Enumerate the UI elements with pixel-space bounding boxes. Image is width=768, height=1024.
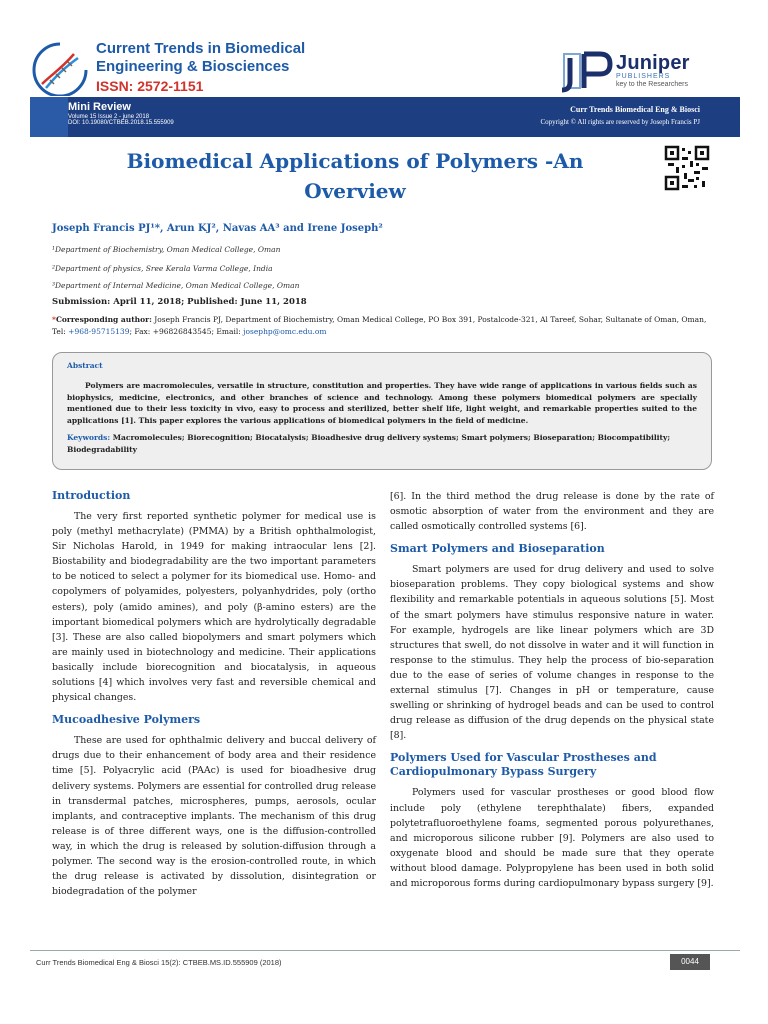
mucoadhesive-text: These are used for ophthalmic delivery and buccal delivery of drugs due to their enhancement of body area and their residence time [5]. Polyacrylic acid (PAAc) is used for bioadhesive drug delivery systems. Polymers are essential for controlled drug release in transdermal patches, microspheres, pumps, aerosols, ocular implants, and contraceptive implants. The mechanism of this drug release is of three different ways, one is the diffusion-controlled way, in which the drug is released by solution-diffusion through a polymer. The second way is the erosion-controlled route, in which the drug release is activated by dissolution, disintegration or biodegradation of the polymer	[52, 735, 376, 898]
journal-issn: ISSN: 2572-1151	[96, 78, 204, 94]
affiliation-3: ³Department of Internal Medicine, Oman Medical College, Oman	[52, 281, 300, 290]
corresponding-author: *Corresponding author: Joseph Francis PJ, Department of Biochemistry, Oman Medical College, PO Box 391, Postalcode-321, Al Tareef, Sohar, Sultanate of Oman, Oman, Tel: +968-95715139; Fax: +96826843545; Email: josephp@omc.edu.om	[52, 315, 707, 336]
publisher-name	[616, 52, 690, 88]
header-bar-right	[541, 105, 701, 126]
vascular-text: Polymers used for vascular prostheses or good blood flow include poly (ethylene terephthalate) fibers, expanded polytetrafluoroethylene foams, segmented porous polyurethanes, and microporous silicone rubber [9]. Polymers are also used to oxygenate blood and should be made sure that they operate without blood damage. Polypropylene has been used in both solid and microporous forms during cardiopulmonary bypass surgery [9].	[390, 787, 714, 889]
article-title: Biomedical Applications of Polymers -An Overview	[126, 149, 584, 203]
corresponding-text-1: Joseph Francis PJ, Department of Biochemistry, Oman Medical College, PO Box 391, Postalcode-321, Al Tareef, Sohar, Sultanate of Oman, Oman, Tel:	[52, 315, 707, 336]
header-bar	[30, 97, 740, 137]
smart-polymers-text: Smart polymers are used for drug delivery and used to solve bioseparation problems. They copy biological systems and show flexibility and remarkable potentials in aqueous solutions [5]. Most of the smart polymers have stimulus responsive nature in water. For example, hydrogels are like linear polymers which are 3D structures that swell, do not dissolve in water and it will function in response to the stimulus. They help the process of bio-separation due to the ease of series of volume changes in response to the external stimulus [7]. Changes in pH or temperature, cause swelling or shrinking of hydrogel beads and can be used to control drug release as diffusion of the drug depends on the physical state [8].	[390, 564, 714, 742]
journal-title-line1: Current Trends in Biomedical	[96, 40, 306, 57]
qr-code-icon	[664, 145, 710, 191]
authors: Joseph Francis PJ¹*, Arun KJ², Navas AA³ and Irene Joseph²	[52, 223, 383, 234]
left-column	[52, 489, 376, 907]
copyright: Copyright © All rights are reserved by Joseph Francis PJ	[540, 118, 700, 126]
corresponding-label: Corresponding author:	[55, 315, 152, 324]
journal-abbrev: Curr Trends Biomedical Eng & Biosci	[570, 105, 700, 114]
corresponding-text-2: ; Fax: +96826843545; Email:	[129, 327, 244, 336]
header-bar-tab	[30, 97, 68, 137]
corresponding-email-link[interactable]: josephp@omc.edu.om	[243, 327, 327, 336]
right-column	[390, 489, 714, 899]
keywords	[67, 432, 697, 455]
header-bar-left	[68, 101, 174, 126]
introduction-heading: Introduction	[52, 489, 131, 502]
keywords-text: Macromolecules; Biorecognition; Biocatalysis; Bioadhesive drug delivery systems; Smart polymers; Bioseparation; Biocompatibility; Biodegradability	[67, 433, 671, 454]
doi: DOI: 10.19080/CTBEB.2018.15.555909	[68, 120, 174, 126]
abstract-text: Polymers are macromolecules, versatile in structure, constitution and properties. They have wide range of applications in various fields such as biophysics, medicine, electronics, and other branches of science and technology. Among these polymers biomedical polymers are specially mentioned due to their less toxicity in vivo, easy to process and sterilized, better shelf life, light weight, and remarkable properties suited to the applications [1]. This paper explores the various applications of biomedical polymers in the field of medicine.	[67, 381, 697, 425]
footer-rule	[30, 950, 740, 951]
abstract-box	[52, 352, 712, 470]
journal-title	[96, 40, 305, 95]
publisher-sub: PUBLISHERS	[616, 73, 671, 80]
continued-text: [6]. In the third method the drug release is done by the rate of osmotic absorption of water from the environment and they are called osmotically controlled systems [6].	[390, 491, 714, 533]
footer-citation: Curr Trends Biomedical Eng & Biosci 15(2): CTBEB.MS.ID.555909 (2018)	[36, 958, 282, 967]
mucoadhesive-heading: Mucoadhesive Polymers	[52, 713, 201, 727]
vascular-heading: Polymers Used for Vascular Prostheses and Cardiopulmonary Bypass Surgery	[390, 751, 657, 779]
publisher-tagline: key to the Researchers	[616, 81, 688, 88]
affiliation-2: ²Department of physics, Sree Kerala Varma College, India	[52, 264, 273, 273]
introduction-text: The very first reported synthetic polymer for medical use is poly (methyl methacrylate) (PMMA) by a British ophthalmologist, Sir Nicholas Harold, in 1949 for making intraocular lens [2]. Biostability and biodegradability are the two important parameters to be noticed to select a polymer for its biomedical use. Homo- and copolymers of polyamides, polyesters, polyanhydrides, poly (ortho esters), poly (amido amines), and poly (β-amino esters) are the important biomedical polymers which are hydrolytically degradable [3]. These are also called biopolymers and smart polymers which are mainly used in biotechnology and medicine. Their applications basically include biorecognition and biocatalysis, in aqueous solutions [4] which involves very fast and reversible chemical and physical changes.	[52, 511, 376, 704]
journal-title-line2: Engineering & Biosciences	[96, 58, 290, 75]
affiliation-1: ¹Department of Biochemistry, Oman Medical College, Oman	[52, 245, 281, 254]
corresponding-tel-link[interactable]: +968-95715139	[68, 327, 130, 336]
smart-polymers-heading: Smart Polymers and Bioseparation	[390, 542, 605, 556]
abstract-heading: Abstract	[67, 361, 103, 370]
article-type: Mini Review	[68, 101, 131, 113]
page-number: 0044	[670, 954, 710, 970]
submission-dates: Submission: April 11, 2018; Published: June 11, 2018	[52, 297, 307, 307]
publisher-logo-icon	[560, 48, 616, 96]
keywords-label: Keywords:	[67, 433, 111, 442]
journal-logo-icon	[30, 40, 90, 96]
volume-info: Volume 15 Issue 2 - june 2018	[68, 114, 150, 120]
publisher-name-text: Juniper	[616, 52, 690, 74]
